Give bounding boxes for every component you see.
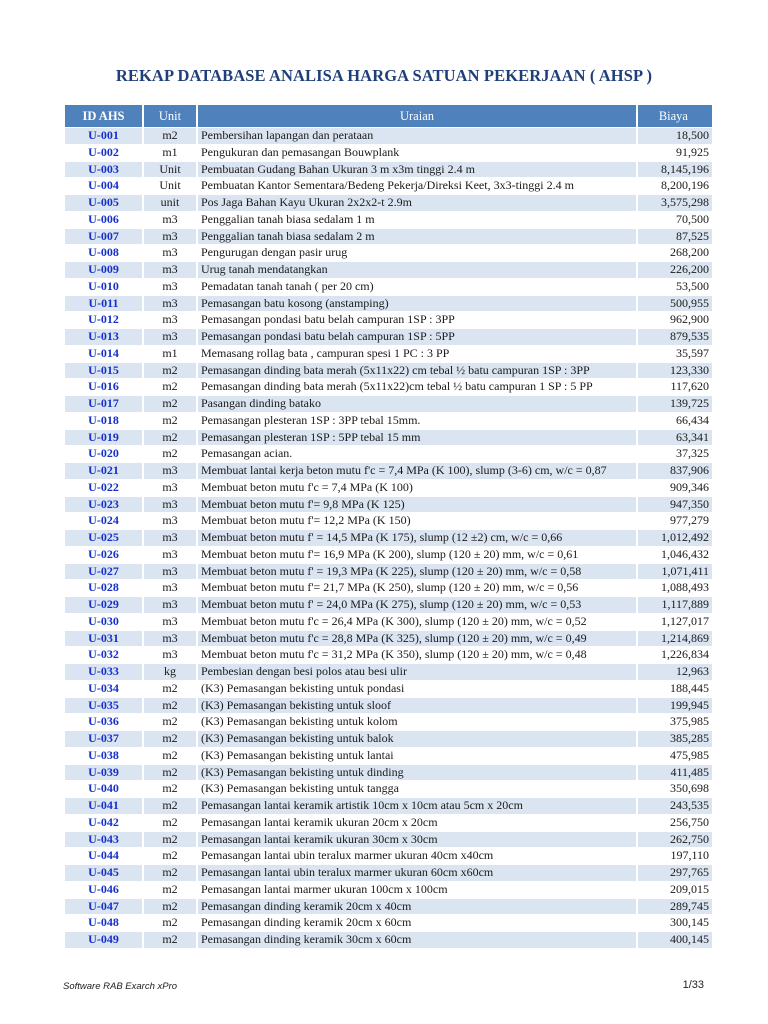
cell-uraian: Pos Jaga Bahan Kayu Ukuran 2x2x2-t 2.9m (198, 195, 636, 211)
table-body (65, 128, 712, 948)
table-row (65, 229, 712, 245)
table-row (65, 296, 712, 312)
cell-biaya: 1,226,834 (638, 647, 712, 663)
table-row (65, 631, 712, 647)
cell-id: U-025 (65, 530, 142, 546)
table-row (65, 815, 712, 831)
cell-uraian: Pemadatan tanah tanah ( per 20 cm) (198, 279, 636, 295)
cell-uraian: Urug tanah mendatangkan (198, 262, 636, 278)
cell-biaya: 837,906 (638, 463, 712, 479)
cell-unit: m2 (144, 363, 196, 379)
cell-biaya: 117,620 (638, 379, 712, 395)
cell-uraian: (K3) Pemasangan bekisting untuk lantai (198, 748, 636, 764)
cell-unit: m3 (144, 463, 196, 479)
cell-id: U-021 (65, 463, 142, 479)
cell-uraian: Membuat beton mutu f'c = 31,2 MPa (K 350), slump (120 ± 20) mm, w/c = 0,48 (198, 647, 636, 663)
cell-id: U-007 (65, 229, 142, 245)
cell-unit: m2 (144, 932, 196, 948)
table-row (65, 865, 712, 881)
table-row (65, 765, 712, 781)
table-row (65, 497, 712, 513)
cell-uraian: Pembuatan Kantor Sementara/Bedeng Pekerja/Direksi Keet, 3x3-tinggi 2.4 m (198, 178, 636, 194)
cell-uraian: Membuat beton mutu f'c = 28,8 MPa (K 325), slump (120 ± 20) mm, w/c = 0,49 (198, 631, 636, 647)
cell-id: U-046 (65, 882, 142, 898)
cell-unit: m2 (144, 681, 196, 697)
cell-biaya: 300,145 (638, 915, 712, 931)
table-row (65, 564, 712, 580)
cell-uraian: Pemasangan plesteran 1SP : 3PP tebal 15mm. (198, 413, 636, 429)
table-row (65, 781, 712, 797)
cell-unit: Unit (144, 162, 196, 178)
cell-biaya: 199,945 (638, 698, 712, 714)
cell-uraian: Membuat beton mutu f'= 21,7 MPa (K 250), slump (120 ± 20) mm, w/c = 0,56 (198, 580, 636, 596)
cell-id: U-026 (65, 547, 142, 563)
cell-id: U-027 (65, 564, 142, 580)
cell-id: U-036 (65, 714, 142, 730)
table-row (65, 195, 712, 211)
table-row (65, 698, 712, 714)
cell-biaya: 1,117,889 (638, 597, 712, 613)
cell-biaya: 63,341 (638, 430, 712, 446)
cell-uraian: (K3) Pemasangan bekisting untuk sloof (198, 698, 636, 714)
cell-uraian: Pemasangan pondasi batu belah campuran 1SP : 5PP (198, 329, 636, 345)
cell-id: U-008 (65, 245, 142, 261)
table-row (65, 329, 712, 345)
table-row (65, 178, 712, 194)
table-header-row (65, 105, 712, 127)
cell-id: U-016 (65, 379, 142, 395)
cell-biaya: 188,445 (638, 681, 712, 697)
cell-uraian: Pemasangan lantai marmer ukuran 100cm x 100cm (198, 882, 636, 898)
cell-biaya: 256,750 (638, 815, 712, 831)
cell-biaya: 909,346 (638, 480, 712, 496)
table-row (65, 162, 712, 178)
table-row (65, 480, 712, 496)
table-row (65, 379, 712, 395)
table-row (65, 363, 712, 379)
cell-id: U-023 (65, 497, 142, 513)
cell-id: U-022 (65, 480, 142, 496)
cell-unit: m3 (144, 580, 196, 596)
cell-uraian: Membuat beton mutu f' = 14,5 MPa (K 175), slump (12 ±2) cm, w/c = 0,66 (198, 530, 636, 546)
cell-id: U-006 (65, 212, 142, 228)
cell-id: U-013 (65, 329, 142, 345)
cell-id: U-020 (65, 446, 142, 462)
cell-id: U-009 (65, 262, 142, 278)
cell-id: U-005 (65, 195, 142, 211)
cell-uraian: Pembersihan lapangan dan perataan (198, 128, 636, 144)
cell-biaya: 500,955 (638, 296, 712, 312)
cell-unit: Unit (144, 178, 196, 194)
cell-unit: m1 (144, 346, 196, 362)
table-row (65, 145, 712, 161)
cell-id: U-018 (65, 413, 142, 429)
cell-biaya: 475,985 (638, 748, 712, 764)
cell-uraian: Pemasangan dinding keramik 20cm x 60cm (198, 915, 636, 931)
cell-unit: m3 (144, 279, 196, 295)
cell-biaya: 91,925 (638, 145, 712, 161)
cell-biaya: 411,485 (638, 765, 712, 781)
cell-unit: m2 (144, 430, 196, 446)
table-row (65, 899, 712, 915)
table-row (65, 832, 712, 848)
cell-uraian: Pembuatan Gudang Bahan Ukuran 3 m x3m tinggi 2.4 m (198, 162, 636, 178)
cell-unit: m2 (144, 915, 196, 931)
cell-unit: m3 (144, 647, 196, 663)
cell-uraian: Membuat beton mutu f'= 9,8 MPa (K 125) (198, 497, 636, 513)
cell-uraian: Memasang rollag bata , campuran spesi 1 PC : 3 PP (198, 346, 636, 362)
cell-uraian: (K3) Pemasangan bekisting untuk balok (198, 731, 636, 747)
cell-biaya: 400,145 (638, 932, 712, 948)
cell-uraian: Pemasangan lantai ubin teralux marmer ukuran 60cm x60cm (198, 865, 636, 881)
cell-uraian: Pengukuran dan pemasangan Bouwplank (198, 145, 636, 161)
cell-uraian: Pemasangan dinding keramik 30cm x 60cm (198, 932, 636, 948)
cell-biaya: 3,575,298 (638, 195, 712, 211)
cell-uraian: Pembesian dengan besi polos atau besi ulir (198, 664, 636, 680)
cell-id: U-030 (65, 614, 142, 630)
cell-uraian: Pemasangan lantai keramik ukuran 30cm x 30cm (198, 832, 636, 848)
cell-unit: m3 (144, 229, 196, 245)
cell-id: U-028 (65, 580, 142, 596)
cell-uraian: Pemasangan plesteran 1SP : 5PP tebal 15 mm (198, 430, 636, 446)
cell-unit: m2 (144, 413, 196, 429)
cell-id: U-037 (65, 731, 142, 747)
cell-unit: m1 (144, 145, 196, 161)
cell-uraian: Membuat beton mutu f' = 19,3 MPa (K 225), slump (120 ± 20) mm, w/c = 0,58 (198, 564, 636, 580)
cell-uraian: Membuat beton mutu f' = 24,0 MPa (K 275), slump (120 ± 20) mm, w/c = 0,53 (198, 597, 636, 613)
cell-unit: m3 (144, 480, 196, 496)
cell-unit: m2 (144, 731, 196, 747)
table-row (65, 312, 712, 328)
cell-id: U-019 (65, 430, 142, 446)
cell-unit: m2 (144, 832, 196, 848)
cell-unit: m3 (144, 262, 196, 278)
cell-unit: m3 (144, 245, 196, 261)
cell-unit: m3 (144, 296, 196, 312)
cell-uraian: Pemasangan dinding keramik 20cm x 40cm (198, 899, 636, 915)
cell-id: U-014 (65, 346, 142, 362)
cell-uraian: Pemasangan dinding bata merah (5x11x22)cm tebal ½ batu campuran 1 SP : 5 PP (198, 379, 636, 395)
cell-id: U-031 (65, 631, 142, 647)
cell-uraian: Pemasangan lantai keramik artistik 10cm x 10cm atau 5cm x 20cm (198, 798, 636, 814)
cell-unit: m3 (144, 564, 196, 580)
cell-uraian: Pemasangan acian. (198, 446, 636, 462)
cell-uraian: (K3) Pemasangan bekisting untuk tangga (198, 781, 636, 797)
table-row (65, 798, 712, 814)
cell-unit: m2 (144, 379, 196, 395)
cell-unit: m2 (144, 765, 196, 781)
table-row (65, 580, 712, 596)
cell-unit: m3 (144, 212, 196, 228)
cell-unit: m2 (144, 882, 196, 898)
table-row (65, 530, 712, 546)
cell-id: U-024 (65, 513, 142, 529)
cell-id: U-029 (65, 597, 142, 613)
cell-id: U-033 (65, 664, 142, 680)
cell-id: U-040 (65, 781, 142, 797)
cell-id: U-035 (65, 698, 142, 714)
cell-uraian: Pemasangan dinding bata merah (5x11x22) cm tebal ½ batu campuran 1SP : 3PP (198, 363, 636, 379)
cell-id: U-003 (65, 162, 142, 178)
cell-uraian: Penggalian tanah biasa sedalam 2 m (198, 229, 636, 245)
cell-id: U-001 (65, 128, 142, 144)
cell-id: U-043 (65, 832, 142, 848)
cell-unit: m3 (144, 614, 196, 630)
table-row (65, 463, 712, 479)
cell-unit: m2 (144, 865, 196, 881)
cell-uraian: Membuat beton mutu f'c = 26,4 MPa (K 300), slump (120 ± 20) mm, w/c = 0,52 (198, 614, 636, 630)
table-row (65, 597, 712, 613)
cell-biaya: 197,110 (638, 848, 712, 864)
cell-id: U-041 (65, 798, 142, 814)
table-row (65, 932, 712, 948)
cell-biaya: 209,015 (638, 882, 712, 898)
cell-unit: m2 (144, 815, 196, 831)
cell-uraian: (K3) Pemasangan bekisting untuk pondasi (198, 681, 636, 697)
cell-biaya: 53,500 (638, 279, 712, 295)
table-row (65, 128, 712, 144)
cell-id: U-015 (65, 363, 142, 379)
cell-biaya: 37,325 (638, 446, 712, 462)
cell-unit: m2 (144, 396, 196, 412)
cell-unit: m3 (144, 631, 196, 647)
cell-id: U-002 (65, 145, 142, 161)
table-row (65, 664, 712, 680)
cell-unit: m3 (144, 547, 196, 563)
cell-uraian: Membuat beton mutu f'= 12,2 MPa (K 150) (198, 513, 636, 529)
cell-unit: m3 (144, 597, 196, 613)
cell-uraian: Pasangan dinding batako (198, 396, 636, 412)
cell-biaya: 1,012,492 (638, 530, 712, 546)
column-header-biaya: Biaya (638, 105, 712, 127)
table-row (65, 245, 712, 261)
table-row (65, 647, 712, 663)
cell-biaya: 35,597 (638, 346, 712, 362)
cell-id: U-039 (65, 765, 142, 781)
cell-biaya: 123,330 (638, 363, 712, 379)
cell-id: U-049 (65, 932, 142, 948)
cell-biaya: 1,071,411 (638, 564, 712, 580)
cell-uraian: Pengurugan dengan pasir urug (198, 245, 636, 261)
cell-unit: m3 (144, 497, 196, 513)
table-row (65, 882, 712, 898)
cell-unit: m2 (144, 714, 196, 730)
cell-unit: m2 (144, 128, 196, 144)
cell-unit: m2 (144, 698, 196, 714)
cell-unit: kg (144, 664, 196, 680)
cell-uraian: Membuat lantai kerja beton mutu f'c = 7,4 MPa (K 100), slump (3-6) cm, w/c = 0,87 (198, 463, 636, 479)
cell-biaya: 1,127,017 (638, 614, 712, 630)
cell-biaya: 977,279 (638, 513, 712, 529)
cell-unit: m2 (144, 748, 196, 764)
table-row (65, 396, 712, 412)
cell-uraian: Pemasangan lantai ubin teralux marmer ukuran 40cm x40cm (198, 848, 636, 864)
cell-id: U-048 (65, 915, 142, 931)
cell-biaya: 8,200,196 (638, 178, 712, 194)
cell-id: U-011 (65, 296, 142, 312)
table-row (65, 614, 712, 630)
cell-biaya: 297,765 (638, 865, 712, 881)
cell-biaya: 70,500 (638, 212, 712, 228)
ahsp-table (63, 104, 714, 949)
cell-id: U-034 (65, 681, 142, 697)
column-header-unit: Unit (144, 105, 196, 127)
cell-biaya: 962,900 (638, 312, 712, 328)
cell-biaya: 947,350 (638, 497, 712, 513)
cell-biaya: 375,985 (638, 714, 712, 730)
cell-uraian: Membuat beton mutu f'c = 7,4 MPa (K 100) (198, 480, 636, 496)
cell-unit: m2 (144, 781, 196, 797)
cell-biaya: 66,434 (638, 413, 712, 429)
cell-unit: m2 (144, 798, 196, 814)
cell-unit: unit (144, 195, 196, 211)
footer-software-name: Software RAB Exarch xPro (63, 981, 178, 992)
cell-id: U-047 (65, 899, 142, 915)
cell-biaya: 262,750 (638, 832, 712, 848)
cell-biaya: 1,214,869 (638, 631, 712, 647)
cell-id: U-010 (65, 279, 142, 295)
table-row (65, 915, 712, 931)
cell-biaya: 243,535 (638, 798, 712, 814)
cell-unit: m3 (144, 513, 196, 529)
page-number: 1/33 (682, 979, 704, 991)
cell-biaya: 879,535 (638, 329, 712, 345)
cell-unit: m3 (144, 530, 196, 546)
cell-biaya: 87,525 (638, 229, 712, 245)
cell-uraian: Pemasangan batu kosong (anstamping) (198, 296, 636, 312)
cell-uraian: Pemasangan pondasi batu belah campuran 1SP : 3PP (198, 312, 636, 328)
cell-biaya: 350,698 (638, 781, 712, 797)
table-row (65, 714, 712, 730)
table-row (65, 446, 712, 462)
cell-id: U-044 (65, 848, 142, 864)
table-row (65, 279, 712, 295)
table-row (65, 848, 712, 864)
cell-biaya: 226,200 (638, 262, 712, 278)
table-row (65, 547, 712, 563)
column-header-uraian: Uraian (198, 105, 636, 127)
cell-unit: m3 (144, 312, 196, 328)
page-title: REKAP DATABASE ANALISA HARGA SATUAN PEKERJAAN ( AHSP ) (115, 66, 653, 85)
cell-uraian: Pemasangan lantai keramik ukuran 20cm x 20cm (198, 815, 636, 831)
table-row (65, 731, 712, 747)
cell-id: U-042 (65, 815, 142, 831)
table-row (65, 413, 712, 429)
table-row (65, 262, 712, 278)
cell-unit: m2 (144, 446, 196, 462)
cell-id: U-012 (65, 312, 142, 328)
cell-unit: m3 (144, 329, 196, 345)
cell-biaya: 385,285 (638, 731, 712, 747)
cell-uraian: Penggalian tanah biasa sedalam 1 m (198, 212, 636, 228)
cell-biaya: 268,200 (638, 245, 712, 261)
table-row (65, 513, 712, 529)
cell-biaya: 8,145,196 (638, 162, 712, 178)
cell-biaya: 18,500 (638, 128, 712, 144)
column-header-id: ID AHS (65, 105, 142, 127)
cell-id: U-045 (65, 865, 142, 881)
cell-biaya: 1,088,493 (638, 580, 712, 596)
cell-id: U-038 (65, 748, 142, 764)
cell-id: U-032 (65, 647, 142, 663)
cell-biaya: 139,725 (638, 396, 712, 412)
cell-biaya: 12,963 (638, 664, 712, 680)
cell-unit: m2 (144, 848, 196, 864)
cell-id: U-004 (65, 178, 142, 194)
table-row (65, 681, 712, 697)
cell-unit: m2 (144, 899, 196, 915)
table-row (65, 212, 712, 228)
cell-id: U-017 (65, 396, 142, 412)
cell-uraian: (K3) Pemasangan bekisting untuk kolom (198, 714, 636, 730)
cell-uraian: (K3) Pemasangan bekisting untuk dinding (198, 765, 636, 781)
table-row (65, 748, 712, 764)
cell-biaya: 1,046,432 (638, 547, 712, 563)
cell-uraian: Membuat beton mutu f'= 16,9 MPa (K 200), slump (120 ± 20) mm, w/c = 0,61 (198, 547, 636, 563)
table-row (65, 430, 712, 446)
cell-biaya: 289,745 (638, 899, 712, 915)
table-row (65, 346, 712, 362)
